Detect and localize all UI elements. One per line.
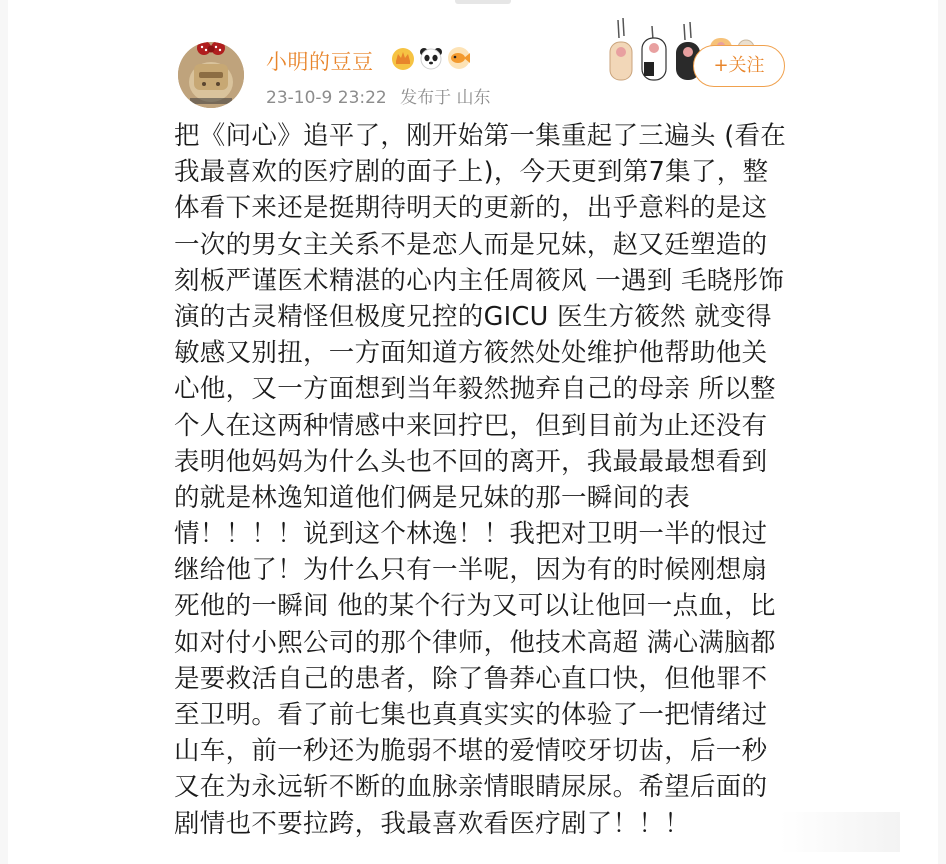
- avatar[interactable]: [178, 42, 244, 108]
- post-line: 如对付小熙公司的那个律师，他技术高超 满心满脑都: [174, 627, 776, 658]
- post-line: 至卫明。看了前七集也真真实实的体验了一把情绪过: [174, 700, 768, 730]
- post-line: 死他的一瞬间 他的某个行为又可以让他回一点血，比: [174, 591, 776, 622]
- username[interactable]: 小明的豆豆: [266, 50, 374, 74]
- post-line: 情！！！！说到这个林逸！！我把对卫明一半的恨过: [174, 519, 768, 550]
- post-line: 演的古灵精怪但极度兄控的GICU 医生方筱然 就变得: [174, 301, 772, 332]
- left-edge: [0, 0, 8, 864]
- panda-badge-icon: [418, 45, 444, 71]
- post-line: 刻板严谨医术精湛的心内主任周筱风 一遇到 毛晓彤饰: [174, 265, 785, 296]
- user-badges: [390, 45, 472, 71]
- post-timestamp: 23-10-9 23:22: [266, 88, 387, 108]
- post-line: 我最喜欢的医疗剧的面子上)，今天更到第7集了，整: [174, 157, 769, 188]
- post-line: 体看下来还是挺期待明天的更新的，出乎意料的是这: [174, 193, 768, 224]
- post-line: 山车，前一秒还为脆弱不堪的爱情咬牙切齿，后一秒: [174, 736, 768, 767]
- post-body: [174, 118, 786, 842]
- avatar-image: [178, 42, 244, 108]
- post-line: 个人在这两种情感中来回拧巴，但到目前为止还没有: [174, 410, 768, 441]
- post-line: 一次的男女主关系不是恋人而是兄妹，赵又廷塑造的: [174, 229, 768, 260]
- post-line: 敏感又别扭，一方面知道方筱然处处维护他帮助他关: [174, 338, 768, 369]
- follow-button[interactable]: +关注: [693, 45, 785, 87]
- post-line: 的就是林逸知道他们俩是兄妹的那一瞬间的表: [174, 482, 691, 513]
- right-edge: [938, 0, 946, 864]
- post-line: 剧情也不要拉跨，我最喜欢看医疗剧了！！！: [174, 808, 691, 839]
- post-location: 发布于 山东: [400, 88, 491, 108]
- post-line: 心他，又一方面想到当年毅然抛弃自己的母亲 所以整: [174, 374, 776, 405]
- post-line: 又在为永远斩不断的血脉亲情眼睛尿尿。希望后面的: [174, 772, 768, 803]
- post-line: 表明他妈妈为什么头也不回的离开，我最最最想看到: [174, 446, 768, 477]
- post-line: 继给他了！为什么只有一半呢，因为有的时候刚想扇: [174, 555, 768, 586]
- post-meta: [266, 83, 491, 108]
- fish-badge-icon: [446, 45, 472, 71]
- post-line: 是要救活自己的患者，除了鲁莽心直口快，但他罪不: [174, 663, 768, 694]
- post-line: 把《问心》追平了，刚开始第一集重起了三遍头 (看在: [174, 121, 787, 151]
- crown-badge-icon: [390, 45, 416, 71]
- top-tab-handle: [455, 0, 511, 4]
- corner-watermark: [780, 812, 900, 852]
